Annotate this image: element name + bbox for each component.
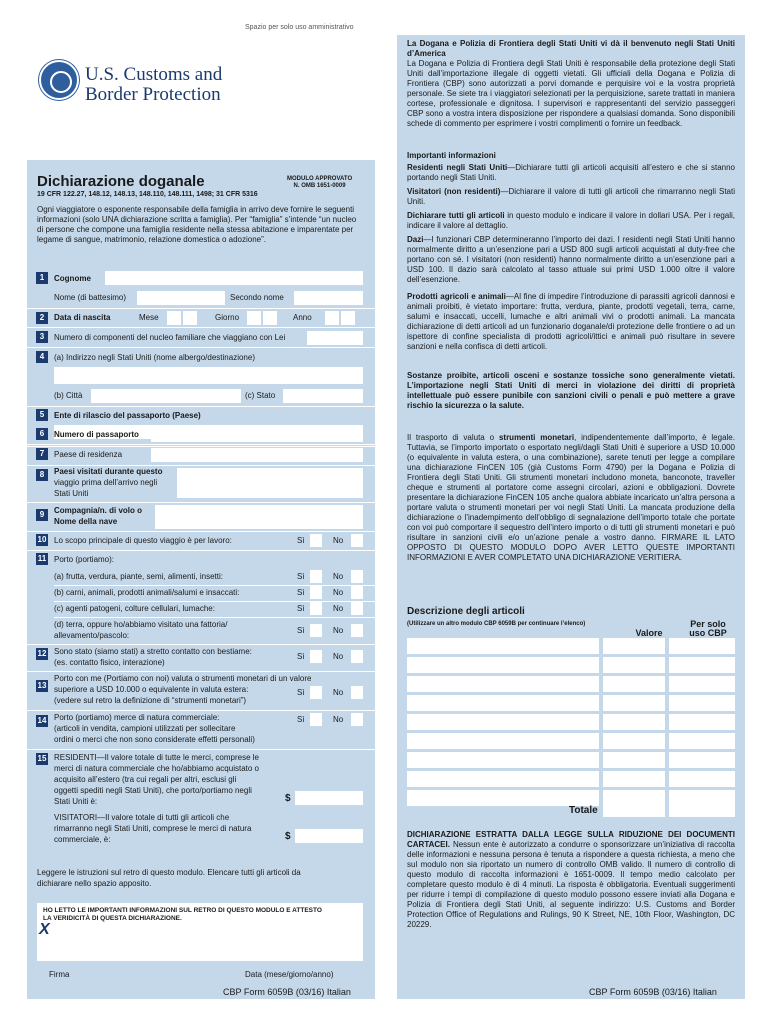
label-cognome: Cognome	[54, 274, 91, 283]
welcome-title: La Dogana e Polizia di Frontiera degli Stati Uniti vi dà il benvenuto negli Stati Uniti d’America	[407, 39, 735, 58]
merci-si-box[interactable]	[310, 713, 322, 726]
field-number: 15	[37, 754, 47, 763]
label-nome: Nome (di battesimo)	[54, 293, 127, 302]
giorno-field-2[interactable]	[263, 311, 277, 325]
label-porto-b: (b) carni, animali, prodotti animali/salumi e insaccati:	[54, 588, 240, 597]
admin-label: Spazio per solo uso amministrativo	[245, 24, 354, 31]
bestiame-si-box[interactable]	[310, 650, 322, 663]
label-citta: (b) Città	[54, 391, 83, 400]
dhs-seal-icon	[39, 60, 79, 100]
item-value-cell[interactable]	[603, 695, 665, 711]
visitatori-valore-field[interactable]	[295, 829, 363, 843]
signature-x-mark: X	[39, 921, 50, 938]
field-number: 3	[36, 331, 48, 343]
item-cbp-cell[interactable]	[669, 733, 735, 749]
field-number: 2	[36, 312, 48, 324]
col-valore: Valore	[635, 628, 663, 638]
label-bestiame-2: (es. contatto fisico, interazione)	[54, 658, 165, 667]
field-number: 12	[37, 649, 47, 658]
label-volo-2: Nome della nave	[54, 517, 118, 526]
label-residenti-5: Stati Uniti è:	[54, 797, 98, 806]
label-valuta-2: superiore a USD 10.000 o equivalente in valuta estera:	[54, 685, 249, 694]
label-residenti-4: oggetti spediti negli Stati Uniti), che porto/portiamo negli	[54, 786, 252, 795]
field-number: 8	[36, 469, 48, 481]
field-number: 10	[37, 535, 47, 544]
porto-c-no-box[interactable]	[351, 602, 363, 615]
item-cbp-cell[interactable]	[669, 714, 735, 730]
porto-a-si-box[interactable]	[310, 570, 322, 583]
label-porto-d-2: allevamento/pascolo:	[54, 631, 130, 640]
label-secondo-nome: Secondo nome	[230, 293, 284, 302]
label-porto-a: (a) frutta, verdura, piante, semi, alimenti, insetti:	[54, 572, 223, 581]
label-scopo: Lo scopo principale di questo viaggio è per lavoro:	[54, 536, 232, 545]
label-stato: (c) Stato	[245, 391, 276, 400]
porto-d-si-box[interactable]	[310, 624, 322, 637]
volo-field[interactable]	[155, 505, 363, 529]
form-title: Dichiarazione doganale	[37, 173, 205, 190]
scopo-no-box[interactable]	[351, 534, 363, 547]
sostanze-info: Sostanze proibite, articoli osceni e sostanze tossiche sono generalmente vietati. L’importazione negli Stati Uniti di merci in violazione dei diritti di proprietà intellettuale può essere punibile con sanzioni civili o penali e può mettere a grave rischio la sicurezza o la salute.	[407, 371, 735, 410]
mese-field-2[interactable]	[183, 311, 197, 325]
item-cbp-cell[interactable]	[669, 638, 735, 654]
item-description-cell[interactable]	[407, 714, 599, 730]
passaporto-num-field[interactable]	[151, 428, 363, 442]
field-number: 7	[36, 448, 48, 460]
item-description-cell[interactable]	[407, 695, 599, 711]
label-passaporto-num: Numero di passaporto	[54, 430, 139, 439]
label-porto: Porto (portiamo):	[54, 555, 115, 564]
label-mese: Mese	[139, 313, 159, 322]
cfr-reference: 19 CFR 122.27, 148.12, 148.13, 148.110, 148.111, 1498; 31 CFR 5316	[37, 191, 258, 198]
istruzioni-2: dichiarare nello spazio apposito.	[37, 879, 152, 888]
field-number: 14	[37, 716, 47, 725]
item-value-cell[interactable]	[603, 733, 665, 749]
label-residenti-3: acquisito all’estero (tra cui regali per altri, esclusi gli	[54, 775, 237, 784]
totale-cbp-cell[interactable]	[669, 801, 735, 817]
label-paesi-visitati-3: Stati Uniti	[54, 489, 89, 498]
label-passaporto-rilascio: Ente di rilascio del passaporto (Paese)	[54, 411, 201, 420]
item-cbp-cell[interactable]	[669, 752, 735, 768]
porto-d-no-box[interactable]	[351, 624, 363, 637]
field-number: 1	[36, 272, 48, 284]
porto-a-no-box[interactable]	[351, 570, 363, 583]
residenti-info: Residenti negli Stati Uniti—Dichiarare tutti gli articoli acquisiti all’estero e che si stanno portando negli Stati Uniti.	[407, 163, 735, 182]
label-anno: Anno	[293, 313, 312, 322]
anno-field-2[interactable]	[341, 311, 355, 325]
label-residenti-2: merci di natura commerciale che ho/abbiamo acquistato o	[54, 764, 259, 773]
item-value-cell[interactable]	[603, 676, 665, 692]
field-number: 5	[36, 409, 48, 421]
welcome-body: La Dogana e Polizia di Frontiera degli Stati Uniti è responsabile della protezione degli Stati Uniti dall’importazione illegale di oggetti vietati. Gli ufficiali della Dogana e Polizia di Frontiera (CBP) sono autorizzati a porvi domande e perquisire voi e la vostra proprietà personale. Se siete tra i viaggiatori selezionati per la perquisizione, sarete trattati in maniera cortese, professionale e dignitosa. I supervisori e rappresentanti del servizio passeggeri CBP sono a vostra intera disposizione per rispondere a qualsiasi domanda. Sono disponibili schede di commento per esprimere i vostri complimenti o fornire un feedback.	[407, 59, 735, 128]
descrizione-subtitle: (Utilizzare un altro modulo CBP 6059B per continuare l’elenco)	[407, 621, 586, 627]
indirizzo-field[interactable]	[54, 367, 363, 384]
istruzioni-1: Leggere le istruzioni sul retro di questo modulo. Elencare tutti gli articoli da	[37, 868, 301, 877]
label-porto-c: (c) agenti patogeni, colture cellulari, lumache:	[54, 604, 215, 613]
form-id-left: CBP Form 6059B (03/16) Italian	[223, 987, 351, 997]
label-volo-1: Compagnia/n. di volo o	[54, 506, 142, 515]
valuta-no-box[interactable]	[351, 686, 363, 699]
residenti-valore-field[interactable]	[295, 791, 363, 805]
label-paesi-visitati-1: Paesi visitati durante questo	[54, 467, 163, 476]
label-residenza: Paese di residenza	[54, 450, 123, 459]
label-bestiame-1: Sono stato (siamo stati) a stretto contatto con bestiame:	[54, 647, 252, 656]
scopo-si-box[interactable]	[310, 534, 322, 547]
mese-field-1[interactable]	[167, 311, 181, 325]
dichiarare-info: Dichiarare tutti gli articoli in questo modulo e indicare il valore in dollari USA. Per i regali, indicare il valore al dettaglio.	[407, 211, 735, 230]
secondo-nome-field[interactable]	[294, 291, 363, 305]
residenza-field[interactable]	[151, 448, 363, 462]
label-componenti: Numero di componenti del nucleo familiare che viaggiano con Lei	[54, 333, 286, 342]
label-residenti-1: RESIDENTI—Il valore totale di tutte le merci, comprese le	[54, 753, 259, 762]
omb-number: MODULO APPROVATO N. OMB 1651-0009	[287, 176, 353, 189]
item-value-cell[interactable]	[603, 638, 665, 654]
label-valuta-1: Porto con me (Portiamo con noi) valuta o strumenti monetari di un valore	[54, 674, 312, 683]
porto-c-si-box[interactable]	[310, 602, 322, 615]
intro-text: Ogni viaggiatore o esponente responsabile della famiglia in arrivo deve fornire le seguenti informazioni (solo UNA dichiarazione scritta a famiglia). Per “famiglia” s’intende “un nucleo di persone che compone una famiglia residente nella stessa abitazione e imparentate per legame di sangue, matrimonio, relazione domestica o adozione”.	[37, 205, 357, 244]
item-value-cell[interactable]	[603, 752, 665, 768]
data-firma-label: Data (mese/giorno/anno)	[245, 970, 334, 979]
item-cbp-cell[interactable]	[669, 771, 735, 787]
porto-b-no-box[interactable]	[351, 586, 363, 599]
label-merci-1: Porto (portiamo) merce di natura commerciale:	[54, 713, 220, 722]
nome-field[interactable]	[137, 291, 225, 305]
label-visitatori-3: commerciale, è:	[54, 835, 111, 844]
merci-no-box[interactable]	[351, 713, 363, 726]
attesto-1: HO LETTO LE IMPORTANTI INFORMAZIONI SUL RETRO DI QUESTO MODULO E ATTESTO	[43, 907, 322, 914]
componenti-field[interactable]	[307, 331, 363, 345]
label-merci-2: (articoli in vendita, campioni utilizzati per sollecitare	[54, 724, 236, 733]
item-description-cell[interactable]	[407, 733, 599, 749]
label-indirizzo: (a) Indirizzo negli Stati Uniti (nome albergo/destinazione)	[54, 353, 255, 362]
label-giorno: Giorno	[215, 313, 240, 322]
label-merci-3: ordini o merci che non sono considerate effetti personali)	[54, 735, 255, 744]
giorno-field-1[interactable]	[247, 311, 261, 325]
label-valuta-3: (vedere sul retro la definizione di “strumenti monetari”)	[54, 696, 247, 705]
porto-b-si-box[interactable]	[310, 586, 322, 599]
anno-field-1[interactable]	[325, 311, 339, 325]
label-paesi-visitati-2: viaggio prima dell’arrivo negli	[54, 478, 158, 487]
item-cbp-cell[interactable]	[669, 657, 735, 673]
paesi-visitati-field[interactable]	[177, 468, 363, 498]
field-number: 11	[37, 554, 47, 563]
item-description-cell[interactable]	[407, 790, 599, 806]
label-visitatori-2: rimarranno negli Stati Uniti, comprese le merci di natura	[54, 824, 252, 833]
valuta-si-box[interactable]	[310, 686, 322, 699]
bestiame-no-box[interactable]	[351, 650, 363, 663]
descrizione-title: Descrizione degli articoli	[407, 606, 525, 617]
stato-field[interactable]	[283, 389, 363, 403]
totale-label: Totale	[569, 805, 598, 816]
prodotti-info: Prodotti agricoli e animali—Al fine di impedire l’introduzione di parassiti agricoli dannosi e animali proibiti, è vietato importare: frutta, verdura, piante, prodotti vegetali, terra, carne, salumi e insaccati, uccelli, lumache e altri animali vivi o prodotti animali. La mancata dichiarazione di detti articoli ad un funzionario doganale/di protezione delle frontiere o ad un ispettore di confine specialista di prodotti agricoli/ittici e animali può risultare in severe sanzioni e nella confisca di detti articoli.	[407, 292, 735, 351]
col-cbp: Per solo uso CBP	[689, 619, 727, 638]
cognome-field[interactable]	[105, 271, 363, 285]
field-number: 6	[36, 428, 48, 440]
trasporto-info: Il trasporto di valuta o strumenti monetari, indipendentemente dall’importo, è legale. Tuttavia, se l’importo importato o esportato negli/dagli Stati Uniti è superiore a USD 10.000 (o equivalente in valuta estera, o una combinazione), sarete tenuti per legge a compilare una dichiarazione FinCEN 105 (già Customs Form 4790) per la Dogana e Polizia di Frontiera degli Stati Uniti. Gli strumenti monetari includono moneta, banconote, traveller cheque e strumenti al portatore come assegni circolari, azioni e obbligazioni. Dovrete presentare la dichiarazione FinCEN 105 anche qualora abbiate incaricato un’altra persona a portare valuta o strumenti monetari per voi negli Stati Uniti. La mancata produzione della dichiarazione o l’inadempimento dell’obbligo di segnalazione dell’importo totale che portate con voi può comportare il sequestro dell’intero importo o di tutti gli strumenti monetari e può risultare in sanzioni civili e/o un’azione penale a vostro danno. FIRMARE IL LATO OPPOSTO DI QUESTO MODULO DOPO AVER LETTO QUESTE IMPORTANTI INFORMAZIONI E AVER COMPLETATO UNA DICHIARAZIONE VERITIERA.	[407, 433, 735, 562]
declaration-form-panel: U.S. Customs and Border Protection Dichiarazione doganale MODULO APPROVATO N. OMB 1651-0009 19 CFR 122.27, 148.12, 148.13, 148.110, 148.111, 1498; 31 CFR 5316 Ogni viaggiatore o esponente responsabile della famiglia in arrivo deve fornire le seguenti informazioni (solo UNA dichiarazione scritta a famiglia). Per “famiglia” s’intende “un nucleo di persone che compone una famiglia residente nella stessa abitazione e imparentate per legame di sangue, matrimonio, relazione domestica o adozione”. 1 Cognome Nome (di battesimo) Secondo nome 2 Data di nascita Mese Giorno Anno 3 Numero di componenti del nucleo familiare che viaggiano con Lei 4 (a) Indirizzo negli Stati Uniti (nome albergo/destinazione) (b) Città (c) Stato 5 Ente di rilascio del passaporto (Paese) 6 Numero di passaporto 7 Paese di residenza 8 Paesi visitati durante questo viaggio prima dell’arrivo negli Stati Uniti 9 Compagnia/n. di volo o Nome della nave 10 Lo scopo principale di questo viaggio è per lavoro: Sì No 11 Porto (portiamo): (a) frutta, verdura, piante, semi, alimenti, insetti: Sì No (b) carni, animali, prodotti animali/salumi e insaccati: Sì No (c) agenti patogeni, colture cellulari, lumache: Sì No (d) terra, oppure ho/abbiamo visitato una fattoria/ allevamento/pascolo: Sì No 12 Sono stato (siamo stati) a stretto contatto con bestiame: (es. contatto fisico, interazione) Sì No 13 Porto con me (Portiamo con noi) valuta o strumenti monetari di un valore superiore a USD 10.000 o equivalente in valuta estera: (vedere sul retro la definizione di “strumenti monetari”) Sì No 14 Porto (portiamo) merce di natura commerciale: (articoli in vendita, campioni utilizzati per sollecitare ordini o merci che non sono considerate effetti personali) Sì No 15 RESIDENTI—Il valore totale di tutte le merci, comprese le merci di natura commerciale che ho/abbiamo acquistato o acquisito all’estero (tra cui regali per altri, esclusi gli oggetti spediti negli Stati Uniti), che porto/portiamo negli Stati Uniti è: $ VISITATORI—Il valore totale di tutti gli articoli che rimarranno negli Stati Uniti, comprese le merci di natura commerciale, è: $ Leggere le istruzioni sul retro di questo modulo. Elencare tutti gli articoli da dichiarare nello spazio apposito. HO LETTO LE IMPORTANTI INFORMAZIONI SUL RETRO DI QUESTO MODULO E ATTESTO LA VERIDICITÀ DI QUESTA DICHIARAZIONE. X Firma Data (mese/giorno/anno) CBP Form 6059B (03/16) Italian	[27, 35, 375, 999]
item-description-cell[interactable]	[407, 752, 599, 768]
form-id-right: CBP Form 6059B (03/16) Italian	[589, 987, 717, 997]
label-porto-d-1: (d) terra, oppure ho/abbiamo visitato una fattoria/	[54, 620, 228, 629]
item-value-cell[interactable]	[603, 657, 665, 673]
totale-valore-cell[interactable]	[603, 801, 665, 817]
information-panel	[397, 35, 745, 999]
field-number: 9	[36, 509, 48, 521]
field-number: 4	[36, 351, 48, 363]
item-cbp-cell[interactable]	[669, 695, 735, 711]
item-value-cell[interactable]	[603, 771, 665, 787]
item-cbp-cell[interactable]	[669, 676, 735, 692]
firma-label: Firma	[49, 970, 70, 979]
visitatori-info: Visitatori (non residenti)—Dichiarare il valore di tutti gli articoli che rimarranno negli Stati Uniti.	[407, 187, 735, 206]
citta-field[interactable]	[91, 389, 241, 403]
dazi-info: Dazi—I funzionari CBP determineranno l’importo dei dazi. I residenti negli Stati Uniti hanno normalmente diritto a un’esenzione pari a USD 800 sugli articoli acquistati al duty-free che portano con sé. I visitatori (non residenti) hanno normalmente diritto a un’esenzione pari a USD 100. Il dazio sarà calcolato al tasso attuale sui primi USD 1.000 oltre il valore dell’esenzione.	[407, 235, 735, 284]
info-title: Importanti informazioni	[407, 151, 496, 160]
item-description-cell[interactable]	[407, 638, 599, 654]
item-description-cell[interactable]	[407, 657, 599, 673]
attesto-2: LA VERIDICITÀ DI QUESTA DICHIARAZIONE.	[43, 915, 182, 922]
dichiarazione-legge: DICHIARAZIONE ESTRATTA DALLA LEGGE SULLA RIDUZIONE DEI DOCUMENTI CARTACEI. Nessun ente è autorizzato a condurre o sponsorizzare un’iniziativa di raccolta delle informazioni e nessuna persona è tenuta a rispondere a questa richiesta, a meno che sul modulo non sia riportato un numero di controllo OMB valido. Il numero di controllo di questo modulo di raccolta informazioni è 1651-0009. Il tempo medio calcolato per completare questo modulo è di 4 minuti. La risposta è obbligatoria. Eventuali suggerimenti per ridurre i tempi di compilazione di questo modulo possono essere inviati alla Dogana e Polizia di Frontiera degli Stati Uniti, al seguente indirizzo: U.S. Customs and Border Protection Office of Regulations and Rulings, 90 K Street, NE, 10th Floor, Washington, DC 20229.	[407, 830, 735, 929]
label-data-nascita: Data di nascita	[54, 313, 111, 322]
field-number: 13	[37, 681, 47, 690]
item-description-cell[interactable]	[407, 771, 599, 787]
item-description-cell[interactable]	[407, 676, 599, 692]
label-visitatori-1: VISITATORI—Il valore totale di tutti gli articoli che	[54, 813, 230, 822]
item-value-cell[interactable]	[603, 714, 665, 730]
agency-name: U.S. Customs and Border Protection	[85, 64, 223, 105]
